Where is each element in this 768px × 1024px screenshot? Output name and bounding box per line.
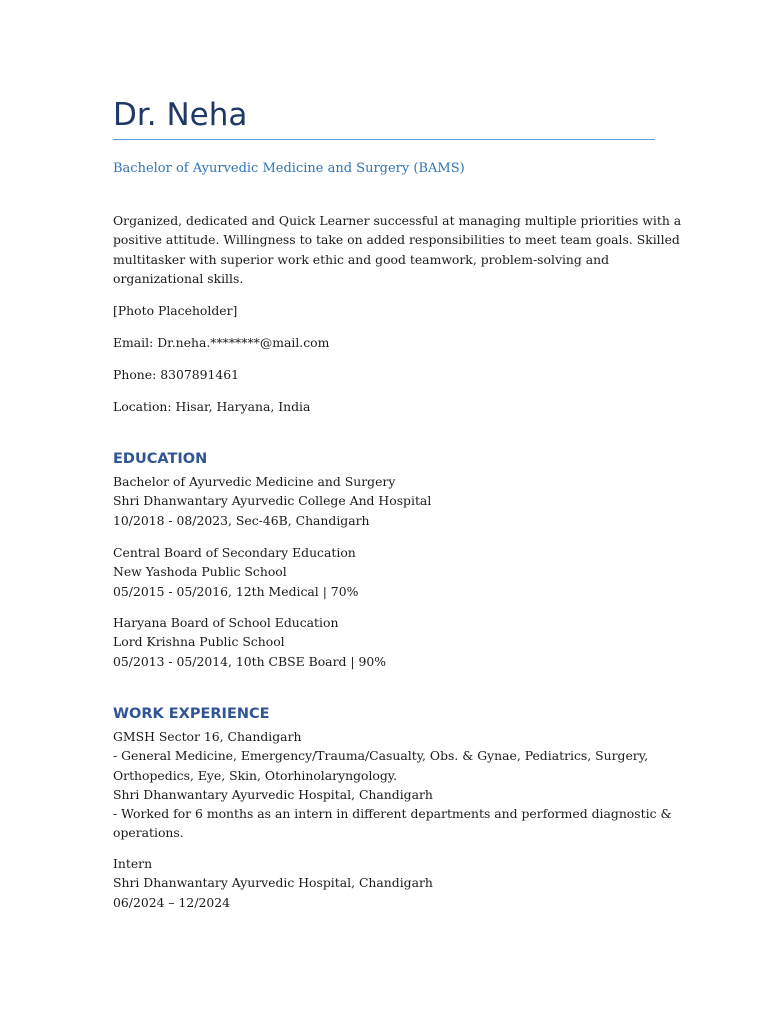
summary-line: organizational skills. bbox=[113, 270, 244, 286]
work-role: Intern bbox=[113, 856, 153, 871]
work-line: Shri Dhanwantary Ayurvedic Hospital, Chandigarh bbox=[113, 786, 433, 802]
education-entry bbox=[113, 543, 655, 601]
work-line: operations. bbox=[113, 825, 184, 841]
summary-line: Organized, dedicated and Quick Learner successful at managing multiple priorities with a bbox=[113, 213, 682, 228]
education-institution: Shri Dhanwantary Ayurvedic College And Hospital bbox=[113, 493, 432, 509]
education-details: 05/2015 - 05/2016, 12th Medical | 70% bbox=[113, 583, 359, 599]
education-degree: Haryana Board of School Education bbox=[113, 615, 339, 630]
phone-line: Phone: 8307891461 bbox=[113, 367, 240, 382]
education-details: 10/2018 - 08/2023, Sec-46B, Chandigarh bbox=[113, 512, 370, 528]
title-divider bbox=[113, 139, 655, 140]
summary-line: positive attitude. Willingness to take on added responsibilities to meet team goals. Skilled bbox=[113, 232, 680, 248]
work-entry bbox=[113, 727, 672, 843]
education-details: 05/2013 - 05/2014, 10th CBSE Board | 90% bbox=[113, 653, 387, 669]
email-line: Email: Dr.neha.********@mail.com bbox=[113, 335, 330, 350]
education-degree: Bachelor of Ayurvedic Medicine and Surgery bbox=[113, 474, 396, 489]
summary-line: multitasker with superior work ethic and good teamwork, problem-solving and bbox=[113, 251, 610, 267]
education-institution: New Yashoda Public School bbox=[113, 564, 287, 580]
location-line: Location: Hisar, Haryana, India bbox=[113, 399, 311, 414]
candidate-name: Dr. Neha bbox=[113, 97, 248, 133]
work-line: Orthopedics, Eye, Skin, Otorhinolaryngology. bbox=[113, 767, 398, 783]
education-entry bbox=[113, 472, 655, 530]
education-entry bbox=[113, 613, 655, 671]
work-line: - General Medicine, Emergency/Trauma/Casualty, Obs. & Gynae, Pediatrics, Surgery, bbox=[113, 748, 649, 764]
work-line: GMSH Sector 16, Chandigarh bbox=[113, 729, 302, 744]
work-dates: 06/2024 – 12/2024 bbox=[113, 894, 231, 910]
work-place: Shri Dhanwantary Ayurvedic Hospital, Chandigarh bbox=[113, 875, 433, 891]
degree-subtitle: Bachelor of Ayurvedic Medicine and Surgery (BAMS) bbox=[113, 161, 465, 176]
photo-placeholder: [Photo Placeholder] bbox=[113, 303, 238, 318]
education-degree: Central Board of Secondary Education bbox=[113, 545, 356, 560]
education-institution: Lord Krishna Public School bbox=[113, 634, 285, 650]
education-heading: EDUCATION bbox=[113, 451, 208, 467]
work-experience-heading: WORK EXPERIENCE bbox=[113, 706, 270, 722]
work-entry bbox=[113, 854, 655, 912]
work-line: - Worked for 6 months as an intern in different departments and performed diagnostic & bbox=[113, 806, 672, 822]
summary-paragraph bbox=[113, 211, 682, 288]
